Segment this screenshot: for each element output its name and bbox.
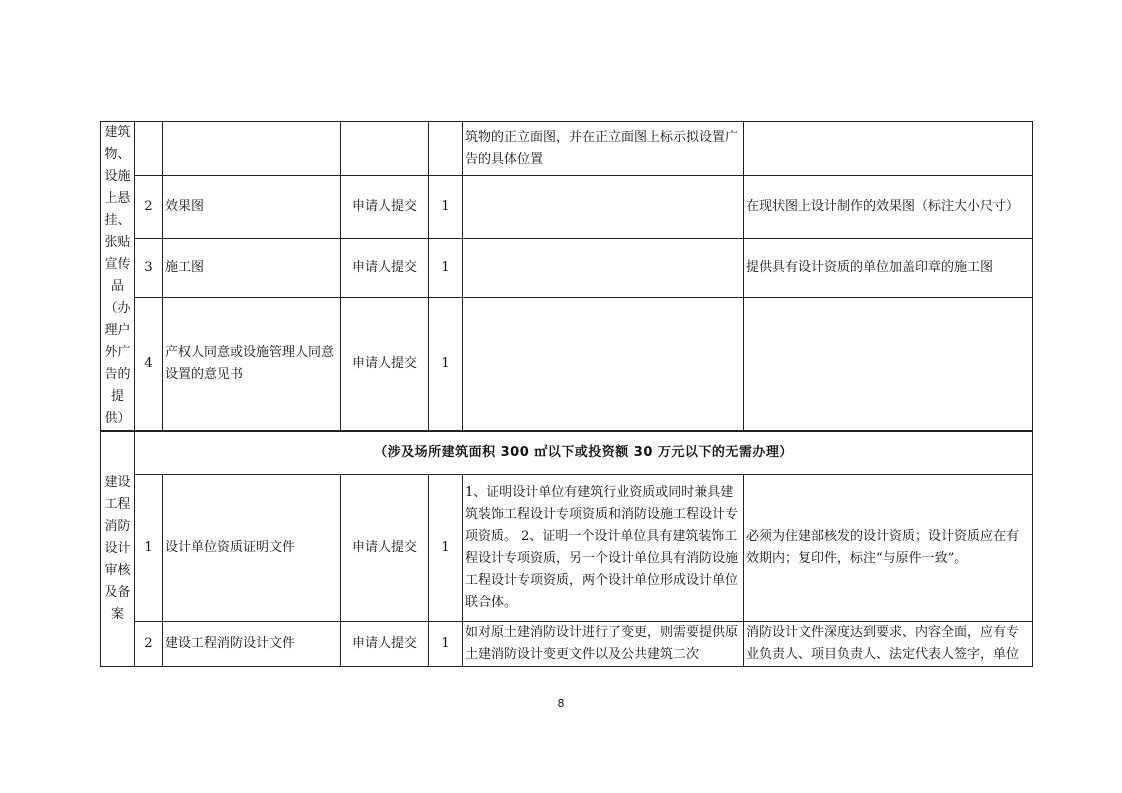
- material-name: 建设工程消防设计文件: [163, 621, 341, 666]
- row-number: 3: [135, 239, 163, 297]
- requirements-table: [100, 121, 1033, 667]
- note-text: [744, 297, 1033, 431]
- row-number: 2: [135, 176, 163, 239]
- material-source: 申请人提交: [341, 239, 429, 297]
- category-cell: 建设工程消防设计审核及备案: [101, 431, 135, 666]
- material-source: [341, 122, 429, 176]
- row-number: 1: [135, 474, 163, 621]
- material-name: 施工图: [163, 239, 341, 297]
- material-source: 申请人提交: [341, 621, 429, 666]
- table-row: [101, 176, 1033, 239]
- note-text: 提供具有设计资质的单位加盖印章的施工图: [744, 239, 1033, 297]
- section-subheading: （涉及场所建筑面积 300 ㎡以下或投资额 30 万元以下的无需办理）: [135, 431, 1033, 474]
- requirement-text: 如对原土建消防设计进行了变更，则需要提供原土建消防设计变更文件以及公共建筑二次: [463, 621, 744, 666]
- copies: 1: [429, 297, 463, 431]
- material-name: 设计单位资质证明文件: [163, 474, 341, 621]
- requirement-text: 1、证明设计单位有建筑行业资质或同时兼具建筑装饰工程设计专项资质和消防设施工程设计专项资质。 2、证明一个设计单位具有建筑装饰工程设计专项资质，另一个设计单位具有消防设施工程设计专项资质，两个设计单位形成设计单位联合体。: [463, 474, 744, 621]
- copies: [429, 122, 463, 176]
- table-row: [101, 239, 1033, 297]
- row-number: [135, 122, 163, 176]
- table-row: [101, 474, 1033, 621]
- material-source: 申请人提交: [341, 474, 429, 621]
- table-row: [101, 621, 1033, 666]
- requirement-text: [463, 297, 744, 431]
- category-cell: 建筑物、设施上悬挂、张贴宣传品（办理户外广告的提供）: [101, 122, 135, 432]
- material-source: 申请人提交: [341, 176, 429, 239]
- page-number: 8: [557, 697, 565, 710]
- note-text: 在现状图上设计制作的效果图（标注大小尺寸）: [744, 176, 1033, 239]
- copies: 1: [429, 239, 463, 297]
- material-name: [163, 122, 341, 176]
- table-row: [101, 431, 1033, 474]
- requirement-text: 筑物的正立面图，并在正立面图上标示拟设置广告的具体位置: [463, 122, 744, 176]
- requirement-text: [463, 239, 744, 297]
- material-source: 申请人提交: [341, 297, 429, 431]
- copies: 1: [429, 621, 463, 666]
- note-text: 消防设计文件深度达到要求、内容全面，应有专业负责人、项目负责人、法定代表人签字，单位: [744, 621, 1033, 666]
- copies: 1: [429, 474, 463, 621]
- note-text: 必须为住建部核发的设计资质；设计资质应在有效期内；复印件，标注“与原件一致”。: [744, 474, 1033, 621]
- copies: 1: [429, 176, 463, 239]
- requirement-text: [463, 176, 744, 239]
- table-row: [101, 122, 1033, 176]
- note-text: [744, 122, 1033, 176]
- row-number: 2: [135, 621, 163, 666]
- material-name: 效果图: [163, 176, 341, 239]
- material-name: 产权人同意或设施管理人同意设置的意见书: [163, 297, 341, 431]
- row-number: 4: [135, 297, 163, 431]
- table-row: [101, 297, 1033, 431]
